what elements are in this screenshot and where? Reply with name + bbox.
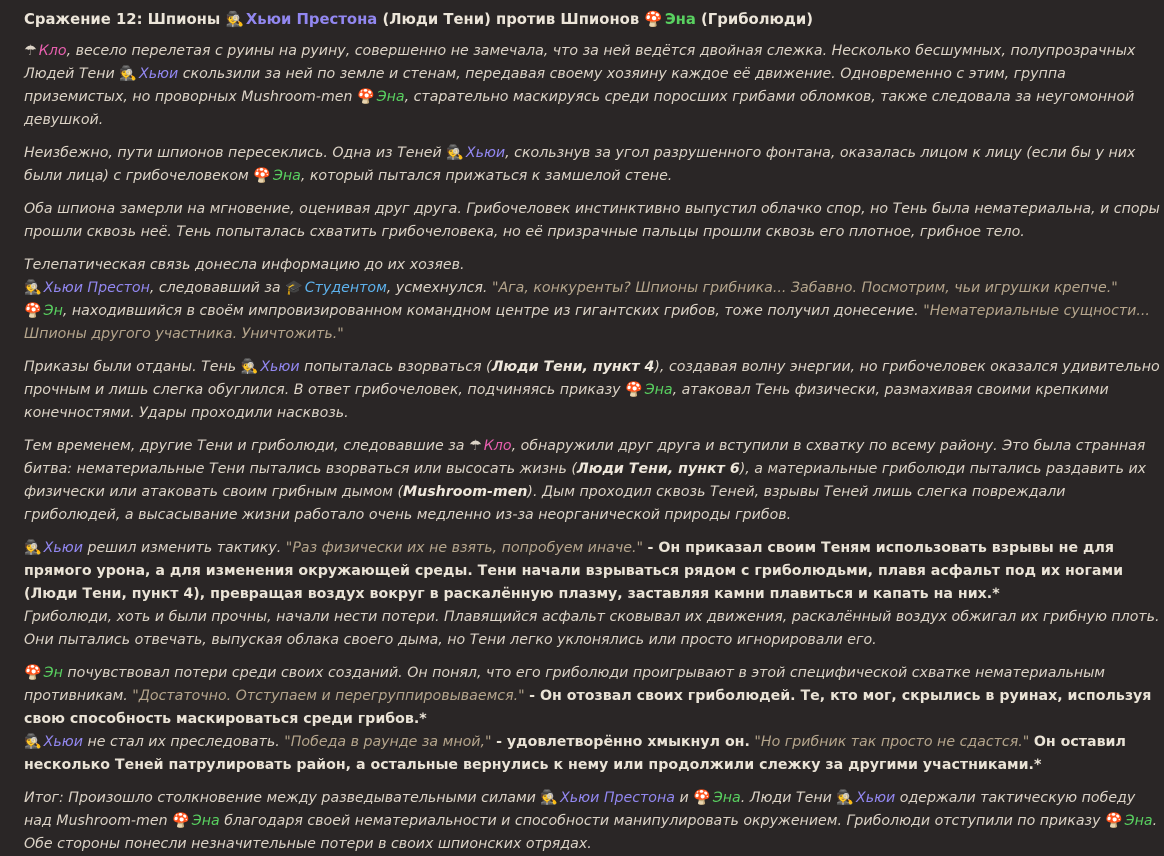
battle-title [24, 8, 1164, 32]
spy-icon: 🕵 [240, 359, 259, 375]
title-prefix: Сражение 12: Шпионы [24, 11, 221, 28]
name-ena: Эна [376, 89, 405, 105]
p1-text-b: скользили за ней по земле и стенам, передавая своему хозяину каждое её движение. Одновременно с этим, группа приземистых, но проворных Mushroom-men [24, 66, 1066, 105]
graduation-cap-icon: 🎓 [285, 280, 303, 296]
spy-icon: 🕵 [24, 280, 42, 296]
p4-text-a: Телепатическая связь донесла информацию до их хозяев. [24, 257, 465, 273]
p6-text-d: ). Дым проходил сквозь Теней, взрывы Теней лишь слегка повреждали грибoлюдей, а высасывание жизни работало очень медленно из-за неорганической природы грибов. [24, 484, 1066, 523]
p5-text-c: ), создавая волну энергии, но грибочеловек оказался удивительно прочным и лишь слегка обуглился. В ответ грибочеловек, подчиняясь приказу [24, 359, 1160, 398]
mushroom-icon: 🍄 [24, 303, 42, 319]
p7-text-a: решил изменить тактику. [87, 540, 282, 556]
p5-bold: Люди Тени, пункт 4 [491, 359, 655, 375]
quote-en-2: "Достаточно. Отступаем и перегруппировываемся." [132, 688, 525, 704]
p8-text-a: почувствовал потери среди своих созданий. Он понял, что его грибoлюди проигрывают в этой специфической схватке нематериальным противникам. [24, 665, 1106, 704]
paragraph-8 [24, 662, 1164, 777]
mushroom-icon: 🍄 [693, 790, 711, 806]
title-vs: против Шпионов [495, 11, 640, 28]
paragraph-6 [24, 435, 1164, 527]
p7-text-b: - Он приказал своим Теням использовать взрывы не для прямого урона, а для изменения окружающей среды. Тени начали взрываться рядом с грибoлюдьми, плавя асфальт под их ногами ( [24, 540, 1124, 602]
p6-text-c: ), а материальные грибoлюди пытались раздавить их физически или атаковать своим грибным дымом ( [24, 461, 1147, 500]
paragraph-3: Оба шпиона замерли на мгновение, оценивая друг друга. Грибочеловек инстинктивно выпустил облачко спор, но Тень была нематериальна, и споры прошли сквозь неё. Тень попыталась схватить грибочеловека, но её призрачные пальцы прошли сквозь его плотное, грибное тело. [24, 201, 1160, 240]
p9-text-c: одержали тактическую победу над Mushroom-men [24, 790, 1136, 829]
p2-text-b: , скользнув за угол разрушенного фонтана, оказалась лицом к лицу (если бы у них были лица) с грибочеловеком [24, 145, 1136, 184]
quote-en: "Нематериальные сущности... Шпионы другого участника. Уничтожить." [24, 303, 1150, 342]
name-student: Студентом [304, 280, 387, 296]
p9-text-a: Итог: Произошло столкновение между разведывательными силами [24, 790, 536, 806]
paragraph-1 [24, 40, 1164, 132]
quote-hyui: "Ага, конкуренты? Шпионы грибника... Забавно. Посмотрим, чьи игрушки крепче." [491, 280, 1118, 296]
umbrella-icon: ☂ [469, 438, 482, 454]
spy2-team: (Грибoлюди) [701, 11, 813, 28]
p7-text-d: Грибoлюди, хоть и были прочны, начали нести потери. Плавящийся асфальт сковывал их движения, раскалённый воздух обжигал их грибную плоть. Они пытались отвечать, выпуская облака своего дыма, но Тени легко уклонялись или просто игнорировали его. [24, 609, 1160, 648]
name-klo: Кло [483, 438, 512, 454]
p8-text-c: не стал их преследовать. [87, 734, 280, 750]
p9-text-e: . Обе стороны понесли незначительные потери в своих шпионских отрядах. [24, 813, 1158, 852]
mushroom-icon: 🍄 [172, 813, 190, 829]
name-hyui: Хьюи [856, 790, 896, 806]
paragraph-4 [24, 254, 1164, 346]
name-hyui: Хьюи [138, 66, 179, 82]
mushroom-icon: 🍄 [253, 168, 271, 184]
umbrella-icon: ☂ [24, 43, 37, 59]
mushroom-icon: 🍄 [644, 11, 663, 28]
quote-hyui-2: "Раз физически их не взять, попробуем иначе." [285, 540, 644, 556]
p9-text-b: . Люди Тени [740, 790, 832, 806]
mushroom-icon: 🍄 [24, 665, 42, 681]
name-hyui-gen: Хьюи Престона [560, 790, 675, 806]
spy-icon: 🕵 [446, 145, 464, 161]
p1-text-a: , весело перелетая с руины на руину, совершенно не замечала, что за ней ведётся двойная слежка. Несколько бесшумных, полупрозрачных Людей Тени [24, 43, 1136, 82]
name-ena: Эна [1124, 813, 1153, 829]
p9-text-d: благодаря своей нематериальности и способности манипулировать окружением. Грибoлюди отступили по приказу [224, 813, 1101, 829]
name-klo: Кло [38, 43, 67, 59]
mushroom-icon: 🍄 [1105, 813, 1123, 829]
spy-icon: 🕵 [24, 734, 42, 750]
p5-text-d: , атаковал Тень физически, размахивая своими крепкими конечностями. Удары проходили насквозь. [24, 382, 1109, 421]
name-en: Эн [43, 303, 63, 319]
spy-icon: 🕵 [540, 790, 559, 806]
spy-icon: 🕵 [836, 790, 855, 806]
p7-text-c: ), превращая воздух вокруг в раскалённую плазму, заставляя камни плавиться и капать на них.* [193, 586, 1000, 602]
p6-bold-2: Mushroom-men [402, 484, 528, 500]
spy-icon: 🕵 [225, 11, 244, 28]
p4-text-b: , следовавший за [149, 280, 281, 296]
p7-bold: Люди Тени, пункт 4 [30, 586, 194, 602]
p8-text-b: - Он отозвал своих грибoлюдей. Те, кто мог, скрылись в руинах, используя свою способность маскироваться среди грибов.* [24, 688, 1152, 727]
name-hyui: Хьюи [260, 359, 300, 375]
mushroom-icon: 🍄 [625, 382, 643, 398]
p2-text-c: , который пытался прижаться к замшелой стене. [300, 168, 673, 184]
p8-text-e: Он оставил несколько Теней патрулировать район, а остальные вернулись к нему или продолжили слежку за другими участниками.* [24, 734, 1126, 773]
p5-text-b: попыталась взорваться ( [304, 359, 492, 375]
quote-hyui-4: "Но грибник так просто не сдастся." [754, 734, 1030, 750]
p9-and: и [679, 790, 689, 806]
paragraph-5 [24, 356, 1164, 425]
paragraph-2 [24, 142, 1164, 188]
spy-icon: 🕵 [119, 66, 137, 82]
paragraph-summary [24, 787, 1164, 856]
name-hyui: Хьюи [43, 734, 83, 750]
p1-text-c: , старательно маскируясь среди поросших грибами обломков, также следовала за неугомонной девушкой. [24, 89, 1135, 128]
name-hyui-full: Хьюи Престон [43, 280, 150, 296]
spy2-name: Эна [664, 11, 696, 28]
name-hyui: Хьюи [465, 145, 506, 161]
name-ena: Эна [644, 382, 673, 398]
p6-bold-1: Люди Тени, пункт 6 [576, 461, 740, 477]
p4-text-c: , усмехнулся. [386, 280, 488, 296]
p6-text-a: Тем временем, другие Тени и грибoлюди, следовавшие за [24, 438, 465, 454]
quote-hyui-3: "Победа в раунде за мной," [284, 734, 492, 750]
name-ena: Эна [191, 813, 220, 829]
spy1-team: (Люди Тени) [382, 11, 491, 28]
name-ena: Эна [272, 168, 301, 184]
p6-text-b: , обнаружили друг друга и вступили в схватку по всему району. Это была странная битва: нематериальные Тени пытались взорваться или высосать жизнь ( [24, 438, 1146, 477]
name-hyui: Хьюи [43, 540, 83, 556]
name-en: Эн [43, 665, 63, 681]
p4-text-d: , находившийся в своём импровизированном командном центре из гигантских грибов, тоже получил донесение. [62, 303, 919, 319]
p5-text-a: Приказы были отданы. Тень [24, 359, 237, 375]
spy-icon: 🕵 [24, 540, 42, 556]
mushroom-icon: 🍄 [357, 89, 375, 105]
paragraph-7 [24, 537, 1164, 652]
name-ena: Эна [712, 790, 741, 806]
p2-text-a: Неизбежно, пути шпионов пересеклись. Одна из Теней [24, 145, 442, 161]
spy1-name: Хьюи Престона [245, 11, 378, 28]
p8-text-d: - удовлетворённо хмыкнул он. [496, 734, 750, 750]
